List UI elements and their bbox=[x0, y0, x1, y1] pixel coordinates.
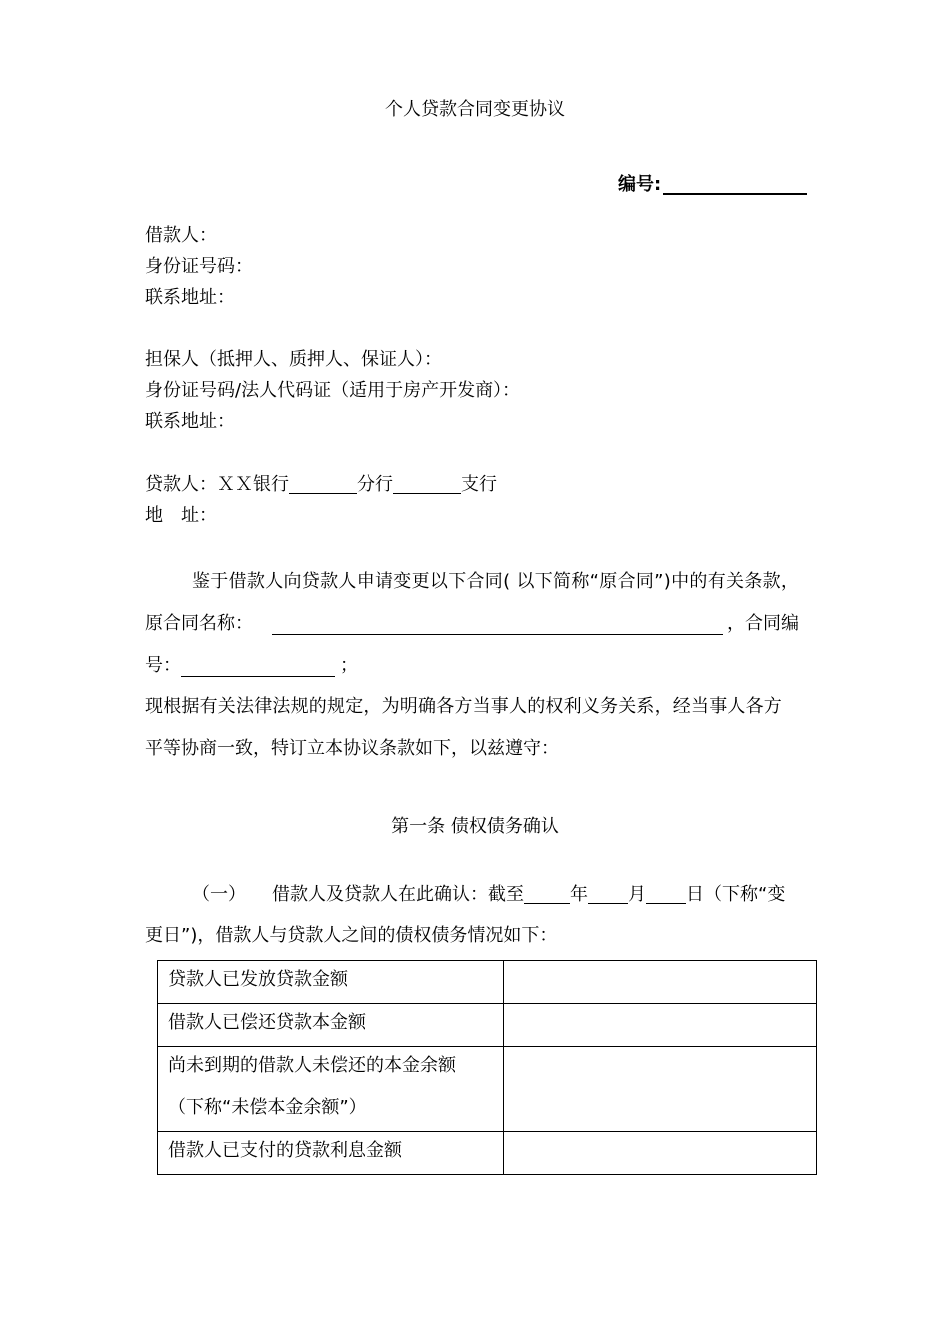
guarantor-name-label: 担保人（抵押人、质押人、保证人）： bbox=[145, 349, 442, 370]
table-row bbox=[158, 961, 817, 1004]
borrower-name-label: 借款人： bbox=[145, 225, 217, 246]
lender-prefix: 贷款人：ＸＸ银行 bbox=[145, 474, 289, 495]
outstanding-principal-value bbox=[514, 1047, 816, 1057]
year-blank bbox=[524, 885, 570, 904]
debt-table bbox=[157, 960, 817, 1175]
item-text-a: 借款人及贷款人在此确认：截至 bbox=[272, 884, 524, 905]
table-row bbox=[158, 1047, 817, 1132]
borrower-id-label: 身份证号码： bbox=[145, 256, 253, 277]
serial-number-blank bbox=[663, 193, 807, 195]
interest-paid-value bbox=[514, 1132, 816, 1142]
table-label-cell bbox=[158, 1004, 504, 1047]
issued-amount-label: 贷款人已发放贷款金额 bbox=[168, 969, 348, 990]
branch-blank bbox=[289, 475, 357, 494]
year-label: 年 bbox=[570, 884, 588, 905]
item-1-line bbox=[192, 885, 785, 904]
repaid-principal-label: 借款人已偿还贷款本金额 bbox=[168, 1012, 366, 1033]
month-blank bbox=[588, 885, 628, 904]
sub-branch-blank bbox=[393, 475, 461, 494]
table-value-cell bbox=[504, 961, 817, 1004]
lender-line bbox=[145, 475, 497, 494]
table-value-cell bbox=[504, 1132, 817, 1175]
table-value-cell bbox=[504, 1047, 817, 1132]
contract-no-blank bbox=[181, 676, 335, 677]
table-row bbox=[158, 1004, 817, 1047]
preamble-line-5: 平等协商一致，特订立本协议条款如下，以兹遵守： bbox=[145, 738, 559, 759]
lender-address-label: 地 址： bbox=[145, 505, 217, 526]
guarantor-id-label: 身份证号码/法人代码证（适用于房产开发商）： bbox=[145, 380, 521, 401]
outstanding-principal-label-2: （下称“未偿本金余额”） bbox=[168, 1097, 367, 1118]
contract-no-label: ，合同编 bbox=[727, 613, 799, 634]
month-label: 月 bbox=[628, 884, 646, 905]
branch-label: 分行 bbox=[357, 474, 393, 495]
preamble-line-4: 现根据有关法律法规的规定，为明确各方当事人的权利义务关系，经当事人各方 bbox=[145, 696, 782, 717]
table-label-cell bbox=[158, 1132, 504, 1175]
contract-name-blank bbox=[272, 634, 723, 635]
document-title: 个人贷款合同变更协议 bbox=[385, 99, 565, 120]
table-row bbox=[158, 1132, 817, 1175]
item-1-line-2: 更日”)，借款人与贷款人之间的债权债务情况如下： bbox=[145, 925, 558, 946]
serial-number-label: 编号: bbox=[618, 174, 662, 195]
item-number: （一） bbox=[192, 884, 246, 905]
day-label: 日（下称“变 bbox=[686, 884, 786, 905]
day-blank bbox=[646, 885, 686, 904]
sub-branch-label: 支行 bbox=[461, 474, 497, 495]
issued-amount-value bbox=[514, 961, 816, 971]
contract-name-label: 原合同名称： bbox=[145, 613, 253, 634]
repaid-principal-value bbox=[514, 1004, 816, 1014]
guarantor-address-label: 联系地址： bbox=[145, 411, 235, 432]
preamble-line-1: 鉴于借款人向贷款人申请变更以下合同( 以下简称“原合同”)中的有关条款， bbox=[192, 571, 800, 592]
contract-no-label-2: 号： bbox=[145, 655, 181, 676]
table-label-cell bbox=[158, 961, 504, 1004]
table-label-cell bbox=[158, 1047, 504, 1132]
outstanding-principal-label: 尚未到期的借款人未偿还的本金余额 bbox=[168, 1055, 456, 1076]
table-value-cell bbox=[504, 1004, 817, 1047]
borrower-address-label: 联系地址： bbox=[145, 287, 235, 308]
interest-paid-label: 借款人已支付的贷款利息金额 bbox=[168, 1140, 402, 1161]
article-1-heading: 第一条 债权债务确认 bbox=[391, 816, 559, 837]
semicolon: ； bbox=[340, 655, 358, 676]
